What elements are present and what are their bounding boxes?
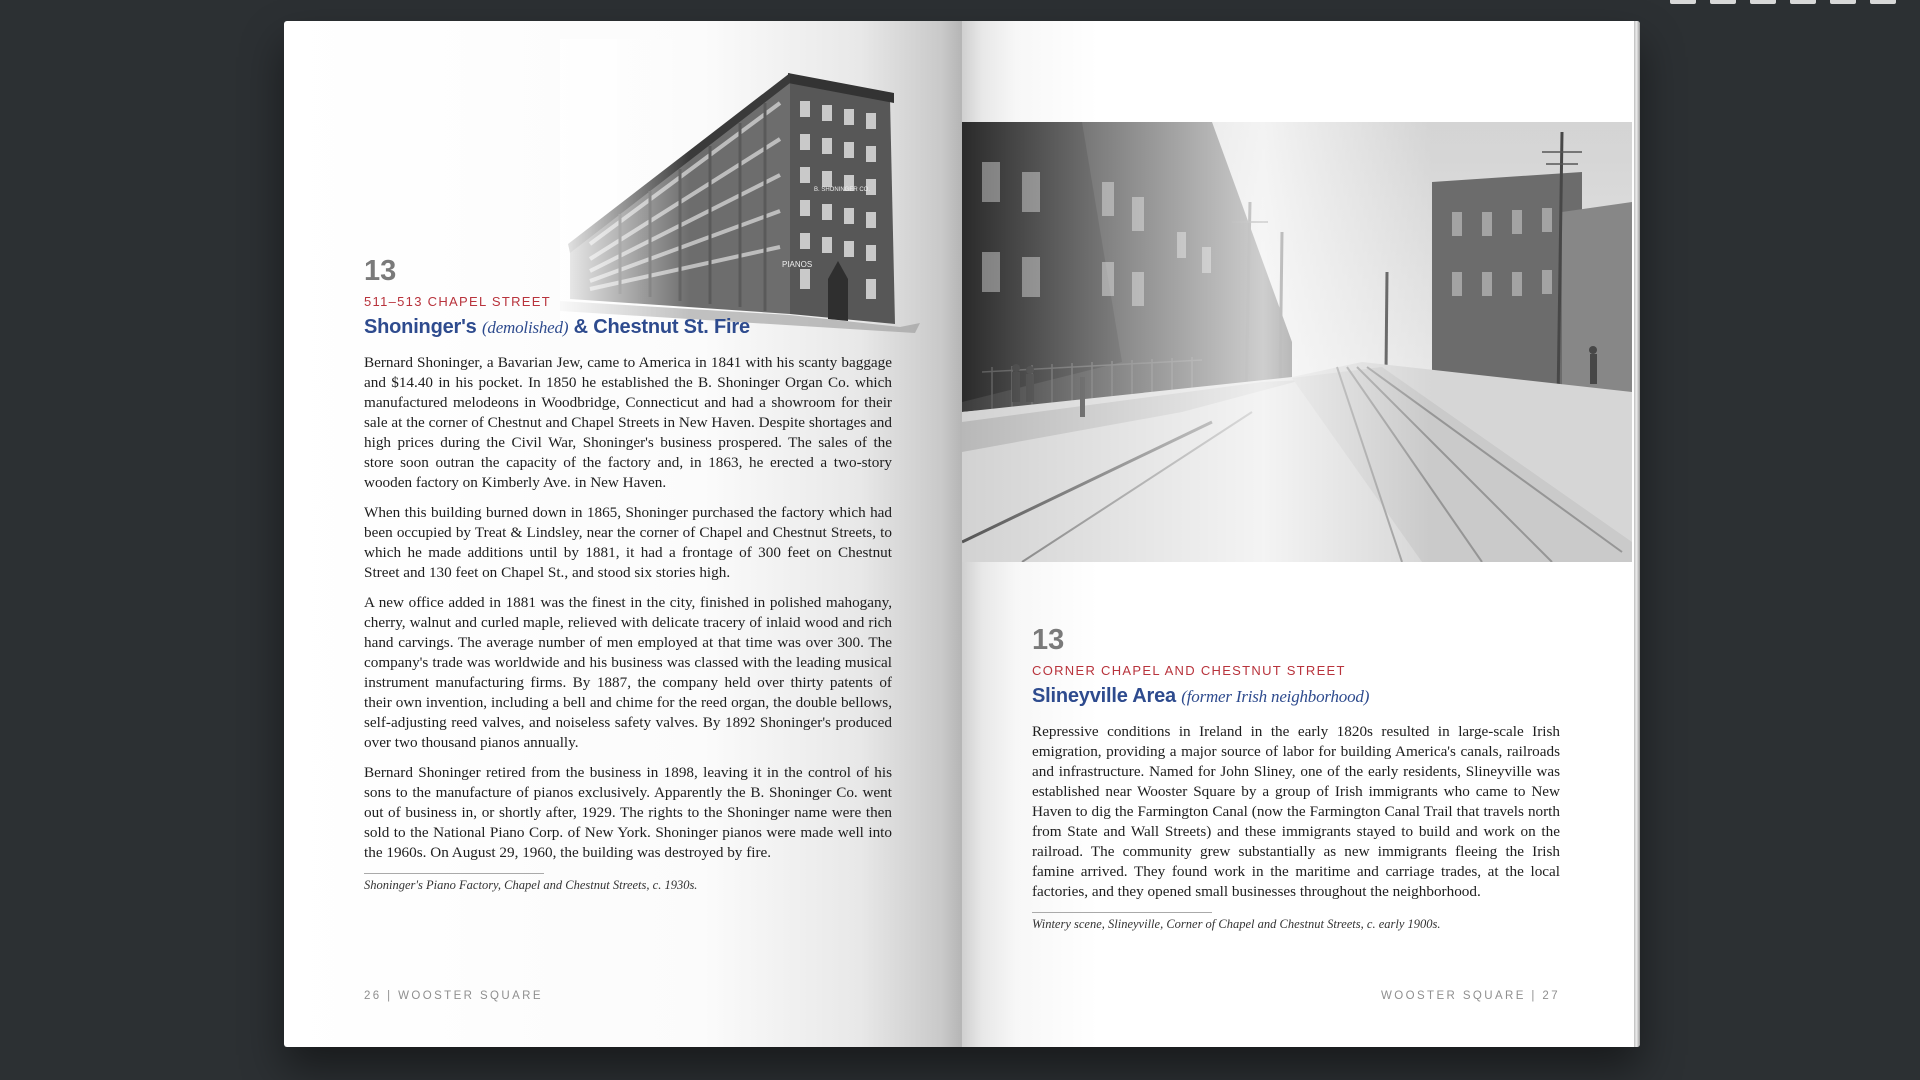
- caption-rule: [364, 873, 544, 874]
- image-caption: Shoninger's Piano Factory, Chapel and Chestnut Streets, c. 1930s.: [364, 878, 698, 892]
- article-body: [364, 353, 892, 863]
- paragraph-right-1: Repressive conditions in Ireland in the early 1820s resulted in large-scale Irish emigration, providing a major source of labor for building America's canals, railroads and infrastructure. Named for John Sliney, one of the early residents, Slineyville was established near Wooster Square by a group of Irish immigrants who came to New Haven to dig the Farmington Canal (now the Farmington Canal Trail that travels north from State and Wall Streets) and these immigrants stayed to build and work on the railroad. The community grew substantially as new immigrants fleeing the Irish famine arrived. They found work in the maritime and carriage trades, at the local factories, and they opened small businesses throughout the neighborhood.: [1032, 723, 1560, 900]
- toolbar-button-3[interactable]: [1750, 0, 1776, 4]
- caption-rule-right: [1032, 912, 1212, 913]
- title-subtitle: (demolished): [481, 318, 569, 337]
- toolbar-button-5[interactable]: [1830, 0, 1856, 4]
- page-footer-right: WOOSTER SQUARE | 27: [1381, 990, 1560, 1002]
- right-article: [1032, 626, 1560, 932]
- paragraph-4: Bernard Shoninger retired from the business in 1898, leaving it in the control of his sons to the manufacture of pianos exclusively. Apparently the B. Shoninger Co. went out of business in, or shortly after, 1929. The rights to the Shoninger name were then sold to the National Piano Corp. of New York. Shoninger pianos were made well into the 1960s. On August 29, 1960, the building was destroyed by fire.: [364, 764, 892, 861]
- toolbar-button-1[interactable]: [1670, 0, 1696, 4]
- page-edge: [1634, 21, 1640, 1047]
- viewer-toolbar: [1670, 0, 1896, 4]
- entry-number-right: 13: [1032, 624, 1065, 656]
- left-page[interactable]: [284, 21, 962, 1047]
- page-footer-left: 26 | WOOSTER SQUARE: [364, 990, 543, 1002]
- paragraph-3: A new office added in 1881 was the finest in the city, finished in polished mahogany, cherry, walnut and curled maple, relieved with delicate tracery of inlaid wood and rich hand carvings. The average number of men employed at that time was over 300. The company's trade was worldwide and his business was classed with the leading musical instrument manufacturing firms. By 1887, the company held over thirty patents of their own invention, including a bell and chime for the reed organ, the double bellows, self-adjusting reed valves, and noiseless safety valves. By 1892 Shoninger's produced over two thousand pianos annually.: [364, 594, 892, 751]
- slineyville-winter-photo: [962, 122, 1632, 562]
- title-main: Shoninger's: [364, 316, 477, 338]
- article-body-right: [1032, 722, 1560, 902]
- title-subtitle-right: (former Irish neighborhood): [1181, 687, 1370, 706]
- article-title: [364, 316, 892, 339]
- paragraph-1: Bernard Shoninger, a Bavarian Jew, came to America in 1841 with his scanty baggage and $14.40 in his pocket. In 1850 he established the B. Shoninger Organ Co. which manufactured melodeons in Woodbridge, Connecticut and had a showroom for their sale at the corner of Chestnut and Chapel Streets in New Haven. Despite shortages and high prices during the Civil War, Shoninger's business prospered. The sales of the store soon outran the capacity of the factory and, in 1863, he erected a two-story wooden factory on Kimberly Ave. in New Haven.: [364, 354, 892, 491]
- toolbar-button-4[interactable]: [1790, 0, 1816, 4]
- street-address-right: CORNER CHAPEL AND CHESTNUT STREET: [1032, 663, 1346, 678]
- image-caption-right: Wintery scene, Slineyville, Corner of Chapel and Chestnut Streets, c. early 1900s.: [1032, 917, 1441, 931]
- street-address: 511–513 CHAPEL STREET: [364, 294, 551, 309]
- entry-number: 13: [364, 255, 397, 287]
- title-main-right: Slineyville Area: [1032, 685, 1176, 707]
- toolbar-button-2[interactable]: [1710, 0, 1736, 4]
- toolbar-button-6[interactable]: [1870, 0, 1896, 4]
- paragraph-2: When this building burned down in 1865, Shoninger purchased the factory which had been occupied by Treat & Lindsley, near the corner of Chapel and Chestnut Streets, to which he made additions until by 1881, it had a frontage of 300 feet on Chestnut Street and 130 feet on Chapel St., and stood six stories high.: [364, 504, 892, 581]
- open-book: [284, 21, 1640, 1047]
- title-end: & Chestnut St. Fire: [573, 316, 750, 338]
- article-title-right: [1032, 685, 1560, 708]
- left-article: [364, 257, 892, 893]
